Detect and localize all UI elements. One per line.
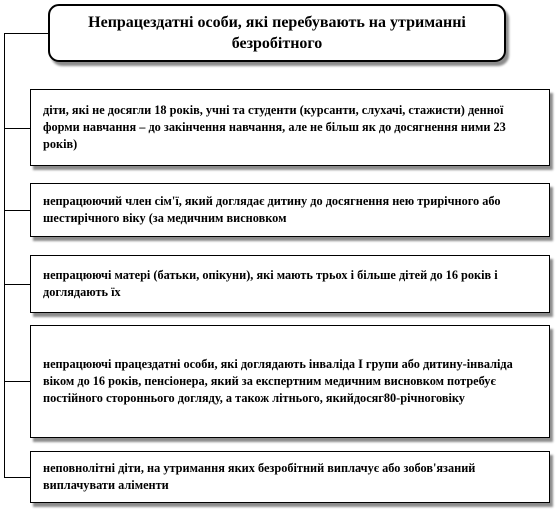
category-box-children-students [30,89,550,166]
connector-title-horizontal [4,33,49,34]
connector-branch-1 [4,128,31,129]
connector-trunk-vertical [4,33,5,478]
connector-branch-4 [4,381,31,382]
category-box-parents-three-children [30,255,550,313]
diagram-title: Непрацездатні особи, які перебувають на утриманні безробітного [88,14,466,52]
connector-branch-3 [4,284,31,285]
category-box-caregivers [30,325,550,438]
connector-branch-2 [4,210,31,211]
category-text: неповнолітні діти, на утримання яких безробітний виплачує або зобов'язаний виплачувати аліменти [43,461,476,492]
category-text: непрацюючий член сім'ї, який доглядає дитину до досягнення нею трирічного або шестирічного віку (за медичним висновком [43,194,501,225]
connector-branch-5 [4,477,31,478]
category-text: непрацюючі матері (батьки, опікуни), які мають трьох і більше дітей до 16 років і доглядають їх [43,268,498,299]
diagram-title-box [48,4,506,62]
category-text: діти, які не досягли 18 років, учні та студенти (курсанти, слухачі, стажисти) денної форми навчання – до закінчення навчання, але не більш як до досягнення ними 23 років) [43,103,506,151]
category-box-family-member-childcare [30,183,550,237]
category-text: непрацюючі працездатні особи, які доглядають інваліда І групи або дитину-інваліда віком до 16 років, пенсіонера, який за експертним медичним висновком потребує постійного стороннього догляду, а також літнього, якийдосяг80-річноговіку [43,357,513,405]
category-box-alimony-children [30,451,550,503]
